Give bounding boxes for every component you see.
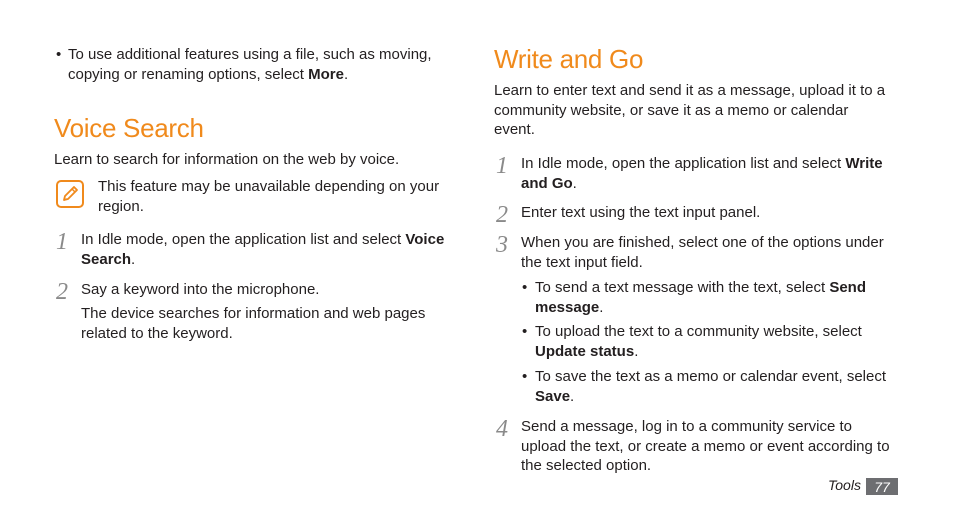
bullet-marker: •	[522, 323, 528, 340]
step-text: In Idle mode, open the application list and select Voice Search.	[81, 231, 445, 268]
step-text: When you are finished, select one of the options under the text input field.	[521, 234, 884, 271]
step-text: Send a message, log in to a community service to upload the text, or create a memo or event according to the selected option.	[521, 418, 890, 474]
bold-term: Save	[535, 387, 571, 405]
bold-term: Update status	[535, 342, 635, 360]
bullet-marker: •	[522, 279, 528, 296]
step-text: In Idle mode, open the application list and select Write and Go.	[521, 155, 883, 192]
voice-search-heading: Voice Search	[54, 113, 204, 143]
step-number: 4	[496, 416, 508, 442]
write-and-go-heading: Write and Go	[494, 44, 644, 74]
step-text: Enter text using the text input panel.	[521, 204, 761, 221]
step-number: 2	[496, 202, 508, 228]
voice-search-intro: Learn to search for information on the web by voice.	[54, 151, 400, 168]
step-number: 3	[496, 232, 508, 258]
bold-term: Voice Search	[81, 231, 445, 268]
write-and-go-intro: Learn to enter text and send it as a message, upload it to a community website, or save it as a memo or calendar event.	[494, 82, 886, 138]
footer-section-label: Tools	[828, 477, 861, 493]
bold-term: Write and Go	[521, 155, 883, 192]
bold-term: More	[308, 65, 344, 83]
pencil-note-icon	[56, 180, 84, 208]
page-number-badge: 77	[866, 478, 898, 495]
option-bullet-text: To save the text as a memo or calendar event, select Save.	[535, 368, 887, 405]
step-text: Say a keyword into the microphone.	[81, 281, 320, 298]
option-bullet-text: To send a text message with the text, select Send message.	[535, 279, 867, 316]
step-number: 1	[56, 229, 68, 255]
step-number: 2	[56, 279, 68, 305]
step-number: 1	[496, 153, 508, 179]
bold-term: Send message	[535, 279, 867, 316]
note-text: This feature may be unavailable depending on your region.	[98, 178, 440, 215]
bullet-marker: •	[56, 46, 62, 63]
bullet-marker: •	[522, 368, 528, 385]
intro-bullet-text: To use additional features using a file, such as moving, copying or renaming options, select More.	[68, 46, 432, 83]
option-bullet-text: To upload the text to a community website, select Update status.	[535, 323, 862, 360]
step-followup-text: The device searches for information and web pages related to the keyword.	[81, 305, 426, 342]
